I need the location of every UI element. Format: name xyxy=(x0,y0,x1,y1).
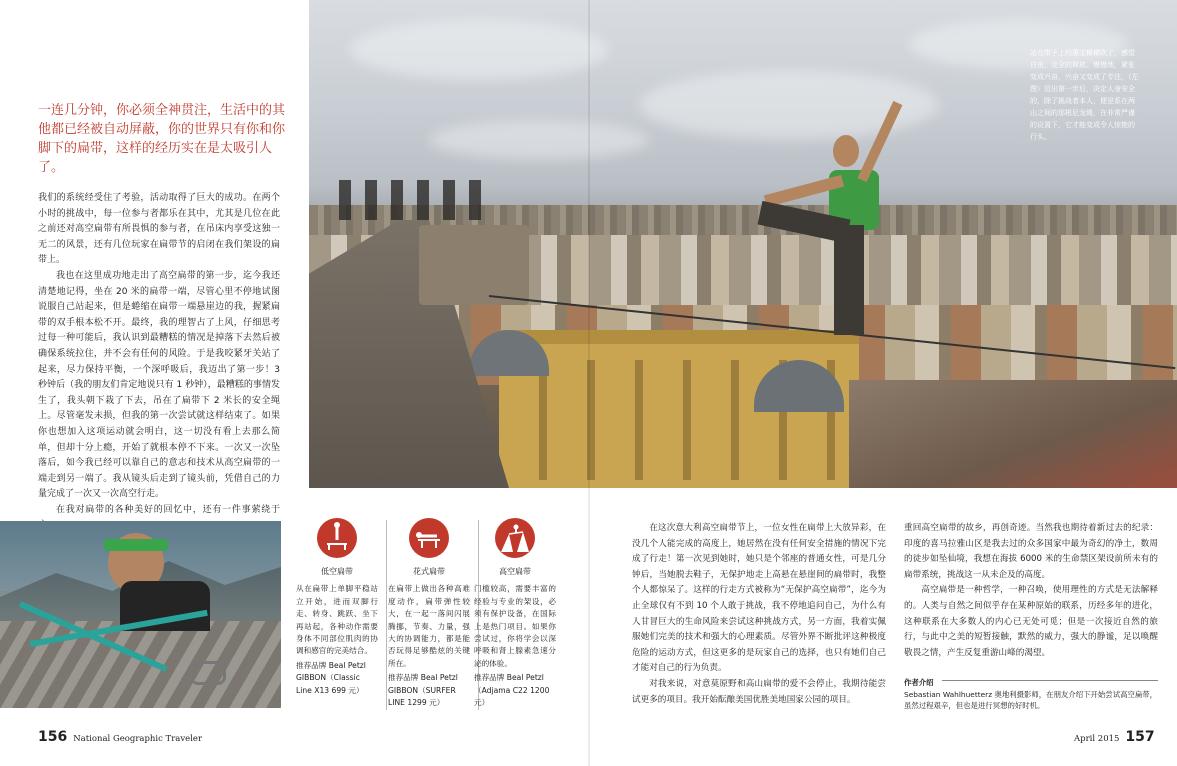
column-highline xyxy=(474,518,556,709)
column-text: 在扁带上做出各种高难度动作，扁带弹性较大，在一起一落间闪展腾挪，节奏、力量，强大的协调能力，都是能否玩得足够酷炫的关键所在。 xyxy=(388,584,470,668)
body-text-left xyxy=(38,191,280,534)
paragraph: 高空扁带是一种哲学，一种召唤，使用理性的方式是无法解释的。人类与自然之间似乎存在某种原始的联系，历经多年的进化，这种联系在大多数人的内心已无处可觅；但是一次接近自然的旅行，与此中之美的短暂接触，默然的威力，强大的静谧，足以唤醒敬畏之情，产生反复重游山峰的渴望。 xyxy=(904,585,1158,658)
column-divider xyxy=(386,520,387,710)
lowline-icon xyxy=(317,518,357,558)
pull-quote: 一连几分钟，你必须全神贯注，生活中的其他都已经被自动屏蔽，你的世界只有你和你脚下的扁带，这样的经历实在是太吸引人了。 xyxy=(38,103,286,175)
magazine-name: National Geographic Traveler xyxy=(73,734,203,744)
highline-icon xyxy=(495,518,535,558)
column-lowline xyxy=(296,518,378,697)
page-number: 156 xyxy=(38,729,68,745)
paragraph: 我们的系统经受住了考验，活动取得了巨大的成功。在两个小时的挑战中，每一位参与者都乐在其中，尤其是几位在此之前还对高空扁带有所畏惧的参与者，在吊床内享受这独一无二的风景，还有几位玩家在扁带节的启闭在我们架设的扁带上。 xyxy=(38,193,280,266)
photo-caption: 站在带子上的惠宝稀稀吹了，感觉自由，完全的释放。慢慢地，紧张变成兴奋，兴奋又变成了专注，（左图）迈出第一步后，决定人身安全的，除了挑战者本人，便是系在两山之间的那根尼龙绳，在非常严谨的设置下，它才能变成令人惊艳的行头。 xyxy=(1030,49,1139,141)
paragraph: 对我来说，对意莫原野和高山扁带的爱不会停止，我期待能尝试更多的项目。我开始酝酿美国优胜美地国家公园的项目。 xyxy=(632,678,886,705)
author-label: 作者介绍 xyxy=(904,678,934,687)
paragraph: 在这次意大利高空扁带节上，一位女性在扁带上大放异彩，在没几个人能完成的高度上，她居然在没有任何安全措施的情况下完成了行走！第一次见到她时，她只是个邻座的普通女性，可是几分钟后，当她脱去鞋子，无保护地走上高悬在悬崖间的扁带时，我整个人都惊呆了。这样的行走方式被称为“无保护高空扁带”，迄今为止全球仅有不到 10 个人敢于挑战，我不停地追问自己，为什么有人甘冒巨大的生命风险来尝试这种挑战方式，另一方面，我着实佩服她们完美的技术和强大的心理素质。尽管外界不断批评这种极度危险的运动方式，但这更多的是玩家自己的选择，也只有她们自己才能对自己的行为负责。 xyxy=(632,523,886,674)
column-recommendation: 推荐品牌 Beal Petzl GIBBON（Classic Line X13 699 元） xyxy=(296,660,366,695)
paragraph: 我也在这里成功地走出了高空扁带的第一步，迄今我还清楚地记得，坐在 20 米的扁带一端，尽管心里不停地试图说服自己站起来，但是蜷缩在扁带一端悬崖边的我，握紧扁带的双手根本松不开。最终，我的理智占了上风，仔细思考过每一种可能后，我认识到最糟糕的情况是掉落下去然后被确保系统拉住，并不会有任何的风险。于是我咬紧牙关站了起来，尽力保持平衡，一个深呼吸后，我迈出了第一步！3 秒钟后（我的朋友们肯定地说只有 1 秒钟），最糟糕的事情发生了，我头朝下栽了下去，吊在了扁带下 2 米长的安全绳上。尽管毫发未损，但我的第一次尝试就这样结束了。如果你也想加入这项运动就会明白，这一切没有看上去那么简单，但却十分上瘾，开始了就根本停不下来。一次又一次坠落后，如今我已经可以靠自己的意志和技术从高空扁带的一端走到另一端了。我从镜头后走到了镜头前，凭借自己的力量完成了一次又一次高空行走。 xyxy=(38,270,280,500)
column-title: 高空扁带 xyxy=(499,567,531,576)
column-recommendation: 推荐品牌 Beal Petzl GIBBON（SURFER LINE 1299 元） xyxy=(388,673,458,708)
column-title: 花式扁带 xyxy=(413,567,445,576)
paragraph: 在我对扁带的各种美好的回忆中，还有一件事萦绕于 xyxy=(56,504,280,515)
body-text-right-col2 xyxy=(904,521,1158,661)
author-bio xyxy=(904,677,1158,712)
column-recommendation: 推荐品牌 Beal Petzl（Adjama C22 1200 元） xyxy=(474,673,550,708)
issue-date: April 2015 xyxy=(1074,734,1120,744)
footer-left xyxy=(38,729,202,745)
page-gutter xyxy=(588,0,590,766)
footer-right xyxy=(1074,729,1155,745)
page-number: 157 xyxy=(1125,729,1155,745)
column-text: 门槛较高，需要丰富的经验与专业的架设，必须有保护设备，在国际上是热门项目。如果你尝试过，你将学会以深呼吸和肾上腺素急速分泌的体验。 xyxy=(474,584,556,668)
column-title: 低空扁带 xyxy=(321,567,353,576)
trickline-icon xyxy=(409,518,449,558)
column-text: 从在扁带上单脚平稳站立开始，进而双脚行走、转身、跳跃、坐下再站起，各种动作需要身体不同部位肌肉的协调和感官的完美结合。 xyxy=(296,584,378,656)
column-trickline xyxy=(388,518,470,709)
author-text: Sebastian Wahlhuetterz 奥地利摄影师，在朋友介绍下开始尝试高空扁带，虽然过程艰辛，但也是进行冥想的好时机。 xyxy=(904,689,1158,711)
climber-photo xyxy=(0,521,281,708)
paragraph: 重回高空扁带的故乡，再创奇迹。当然我也期待着新过去的纪录：印度的喜马拉雅山区是我去过的众多国家中最为奇幻的净土，数周的徒步如坠仙境，我想在海拔 6000 米的生命禁区架设前所未有的扁带系统，挑战这一从未企及的高度。 xyxy=(904,523,1158,580)
body-text-right-col1 xyxy=(632,521,886,708)
